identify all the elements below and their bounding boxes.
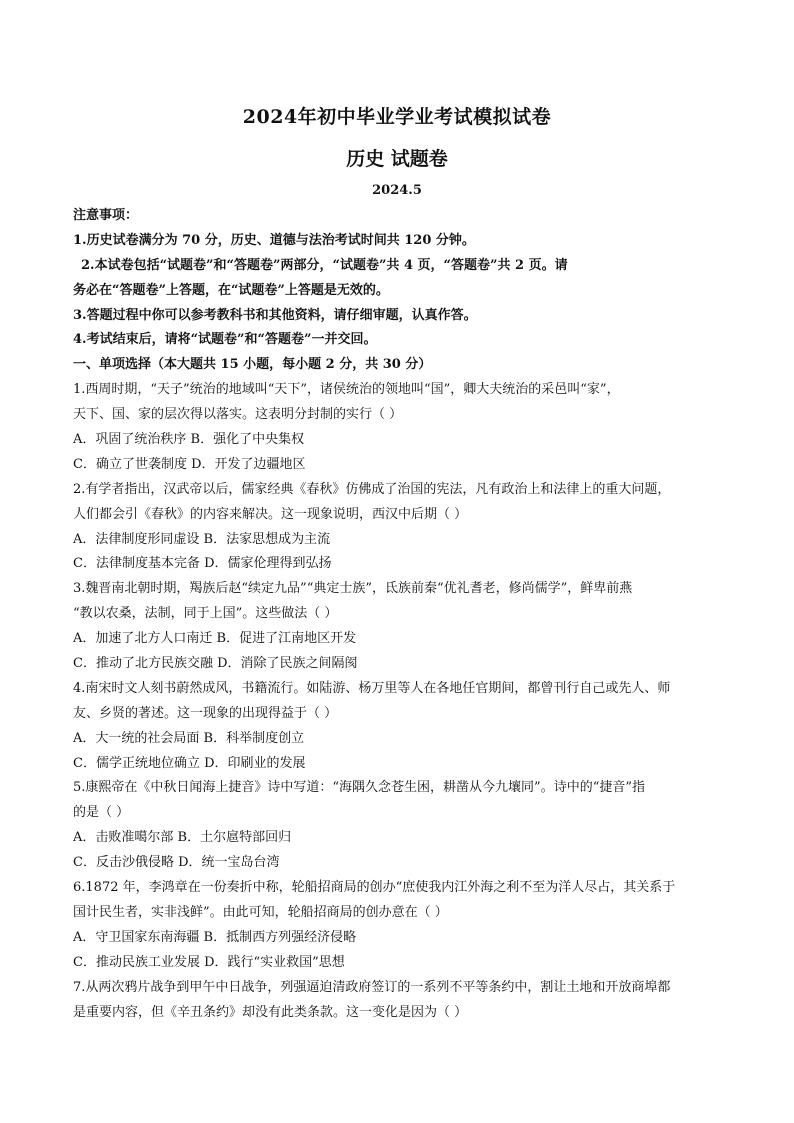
question-stem-line: 天下、国、家的层次得以落实。这表明分封制的实行（ ） — [73, 407, 403, 423]
question-stem-line: 的是（ ） — [73, 805, 130, 821]
question-stem-line: 7.从两次鸦片战争到甲午中日战争，列强逼迫清政府签订的一系列不平等条约中，割让土地和开放商埠都 — [73, 979, 671, 995]
question-7 — [73, 976, 727, 1026]
notice-item-3: 3.答题过程中你可以参考教科书和其他资料，请仔细审题，认真作答。 — [73, 307, 477, 323]
exam-title: 2024年初中毕业学业考试模拟试卷 — [242, 106, 552, 128]
question-options-line: A．法律制度形同虚设 B．法家思想成为主流 — [73, 531, 331, 547]
exam-date: 2024.5 — [372, 183, 422, 198]
question-stem-line: 4.南宋时文人刻书蔚然成风，书籍流行。如陆游、杨万里等人在各地任官期间，都曾刊行自己或先人、师 — [73, 680, 671, 696]
question-options-line: C．推动民族工业发展 D．践行“实业救国”思想 — [73, 954, 345, 970]
question-options-line: C．推动了北方民族交融 D．消除了民族之间隔阂 — [73, 656, 358, 672]
notice-item-2-continued: 务必在“答题卷”上答题，在“试题卷”上答题是无效的。 — [73, 282, 389, 298]
question-options-line: C．确立了世袭制度 D．开发了边疆地区 — [73, 456, 306, 472]
exam-subtitle: 历史 试题卷 — [346, 148, 448, 170]
notice-heading: 注意事项： — [73, 208, 139, 223]
question-options-line: A．击败准噶尔部 B．土尔扈特部回归 — [73, 830, 292, 846]
question-options-line: A．巩固了统治秩序 B．强化了中央集权 — [73, 432, 305, 448]
question-stem-line: 是重要内容，但《辛丑条约》却没有此类条款。这一变化是因为（ ） — [73, 1004, 468, 1020]
question-options-line: A．守卫国家东南海疆 B．抵制西方列强经济侵略 — [73, 929, 357, 945]
question-options-line: A．大一统的社会局面 B．科举制度创立 — [73, 730, 305, 746]
question-1 — [73, 378, 727, 478]
exam-content — [73, 204, 727, 1025]
question-options-line: A．加速了北方人口南迁 B．促进了江南地区开发 — [73, 631, 357, 647]
section-heading: 一、单项选择（本大题共 15 小题，每小题 2 分，共 30 分） — [73, 357, 432, 373]
question-stem-line: 友、乡贤的著述。这一现象的出现得益于（ ） — [73, 705, 338, 721]
question-4 — [73, 677, 727, 777]
question-options-line: C．法律制度基本完备 D．儒家伦理得到弘扬 — [73, 556, 332, 572]
question-2 — [73, 478, 727, 578]
question-stem-line: “教以农桑，法制，同于上国”。这些做法（ ） — [73, 606, 338, 622]
notice-item-4: 4.考试结束后，请将“试题卷”和“答题卷”一并交回。 — [73, 332, 377, 348]
notice-block — [73, 204, 727, 353]
question-options-line: C．反击沙俄侵略 D．统一宝岛台湾 — [73, 855, 280, 871]
question-6 — [73, 876, 727, 976]
question-3 — [73, 577, 727, 677]
question-stem-line: 国计民生者，实非浅鲜”。由此可知，轮船招商局的创办意在（ ） — [73, 904, 448, 920]
question-stem-line: 2.有学者指出，汉武帝以后，儒家经典《春秋》仿佛成了治国的宪法，凡有政治上和法律上的重大问题， — [73, 481, 671, 497]
question-stem-line: 5.康熙帝在《中秋日闻海上捷音》诗中写道：“海隅久念苍生困，耕凿从今九壤同”。诗中的“捷音”指 — [73, 780, 645, 796]
question-stem-line: 人们都会引《春秋》的内容来解决。这一现象说明，西汉中后期（ ） — [73, 506, 468, 522]
notice-item-1: 1.历史试卷满分为 70 分，历史、道德与法治考试时间共 120 分钟。 — [73, 232, 475, 248]
question-stem-line: 6.1872 年，李鸿章在一份奏折中称，轮船招商局的创办“庶使我内江外海之利不至为洋人尽占，其关系于 — [73, 880, 676, 896]
question-stem-line: 1.西周时期，“天子”统治的地域叫“天下”，诸侯统治的领地叫“国”，卿大夫统治的采邑叫“家”， — [73, 382, 620, 398]
notice-item-2: 2.本试卷包括“试题卷”和“答题卷”两部分，“试题卷”共 4 页，“答题卷”共 2 页。请 — [81, 257, 568, 273]
question-stem-line: 3.魏晋南北朝时期，羯族后赵“续定九品”“典定士族”，氐族前秦“优礼耆老，修尚儒学”，鲜卑前燕 — [73, 581, 633, 597]
question-5 — [73, 776, 727, 876]
question-options-line: C．儒学正统地位确立 D．印刷业的发展 — [73, 755, 306, 771]
